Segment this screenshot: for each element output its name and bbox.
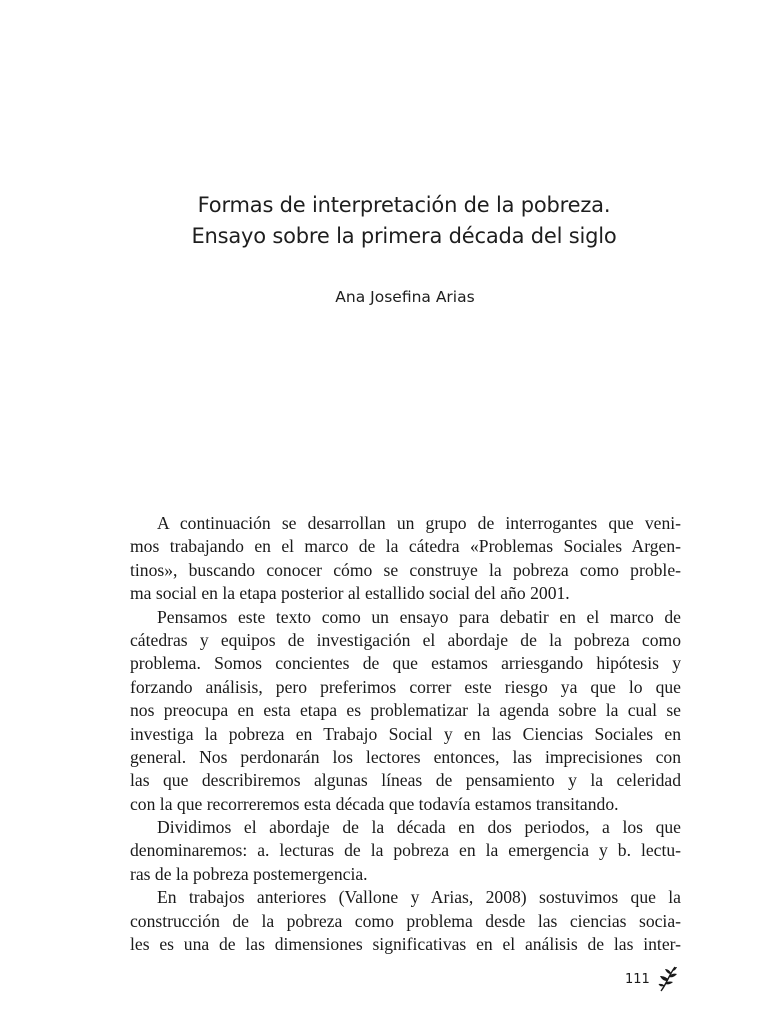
text-line: A continuación se desarrollan un grupo de interrogantes que veni- [157,513,681,533]
page-footer [625,968,678,990]
text-line: tinos», buscando conocer cómo se construye la pobreza como proble- [130,559,681,580]
title-line-2: Ensayo sobre la primera década del siglo [191,224,617,248]
page-title [0,190,768,252]
text-line: forzando análisis, pero preferimos correr este riesgo ya que lo que [130,676,681,697]
text-line: Pensamos este texto como un ensayo para debatir en el marco de [157,606,681,627]
text-line: general. Nos perdonarán los lectores entonces, las imprecisiones con [130,746,681,767]
text-line: En trabajos anteriores (Vallone y Arias, 2008) sostuvimos que la [157,887,681,908]
text-line: Dividimos el abordaje de la década en dos periodos, a los que [157,817,681,838]
author-name: Ana Josefina Arias [335,288,475,306]
text-line: denominaremos: a. lecturas de la pobreza en la emergencia y b. lectu- [130,840,681,861]
leaf-icon [658,966,678,992]
title-line-1: Formas de interpretación de la pobreza. [197,193,611,217]
page-number: 111 [625,971,650,987]
text-line: ma social en la etapa posterior al estallido social del año 2001. [130,583,570,604]
text-line: las que describiremos algunas líneas de pensamiento y la celeridad [130,770,681,791]
text-line: problema. Somos concientes de que estamos arriesgando hipótesis y [130,653,681,674]
text-line: les es una de las dimensiones significativas en el análisis de las inter- [130,934,681,955]
text-line: nos preocupa en esta etapa es problematizar la agenda sobre la cual se [130,700,681,721]
text-line: mos trabajando en el marco de la cátedra «Problemas Sociales Argen- [130,536,681,557]
text-line: construcción de la pobreza como problema desde las ciencias socia- [130,910,681,931]
text-line: cátedras y equipos de investigación el abordaje de la pobreza como [130,629,681,650]
text-line: investiga la pobreza en Trabajo Social y en las Ciencias Sociales en [130,723,681,744]
text-line: ras de la pobreza postemergencia. [130,863,368,884]
text-line: con la que recorreremos esta década que todavía estamos transitando. [130,793,619,814]
body-text [130,512,681,956]
